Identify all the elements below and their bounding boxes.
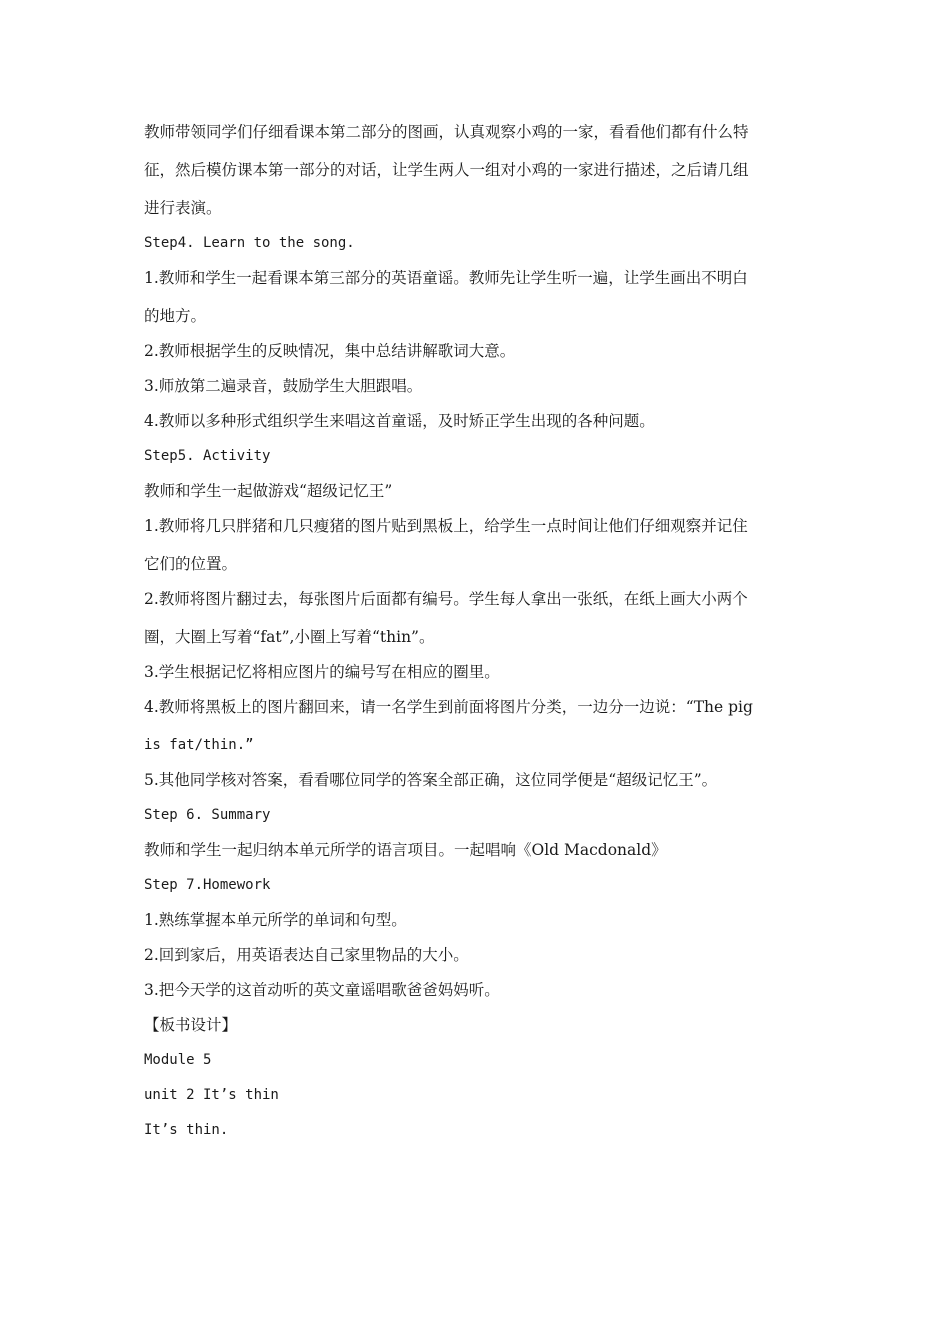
- text-line: 1.熟练掌握本单元所学的单词和句型。: [144, 911, 407, 929]
- board-line: unit 2 It’s thin: [144, 1087, 279, 1103]
- text-line: 1.教师和学生一起看课本第三部分的英语童谣。教师先让学生听一遍，让学生画出不明白: [144, 269, 748, 287]
- text-line: 教师和学生一起归纳本单元所学的语言项目。一起唱响《Old Macdonald》: [144, 841, 667, 859]
- text-line: 1.教师将几只胖猪和几只瘦猪的图片贴到黑板上，给学生一点时间让他们仔细观察并记住: [144, 517, 748, 535]
- text-line: 的地方。: [144, 307, 207, 325]
- step-heading: Step5. Activity: [144, 448, 271, 464]
- text-line: 2.教师将图片翻过去，每张图片后面都有编号。学生每人拿出一张纸，在纸上画大小两个: [144, 590, 748, 608]
- text-line: is fat/thin.”: [144, 737, 254, 753]
- text-line: 3.学生根据记忆将相应图片的编号写在相应的圈里。: [144, 663, 500, 681]
- step-heading: Step 7.Homework: [144, 877, 271, 893]
- text-line: 进行表演。: [144, 199, 222, 217]
- text-line: 2.回到家后，用英语表达自己家里物品的大小。: [144, 946, 469, 964]
- board-line: Module 5: [144, 1052, 212, 1068]
- text-line: 2.教师根据学生的反映情况，集中总结讲解歌词大意。: [144, 342, 516, 360]
- step-heading: Step 6. Summary: [144, 807, 271, 823]
- text-line: 教师带领同学们仔细看课本第二部分的图画，认真观察小鸡的一家，看看他们都有什么特: [144, 123, 749, 141]
- step-heading: Step4. Learn to the song.: [144, 235, 355, 251]
- board-line: It’s thin.: [144, 1122, 229, 1138]
- text-line: 4.教师将黑板上的图片翻回来，请一名学生到前面将图片分类，一边分一边说：“The pig: [144, 698, 753, 716]
- text-line: 4.教师以多种形式组织学生来唱这首童谣，及时矫正学生出现的各种问题。: [144, 412, 655, 430]
- text-line: 3.师放第二遍录音，鼓励学生大胆跟唱。: [144, 377, 423, 395]
- text-line: 5.其他同学核对答案，看看哪位同学的答案全部正确，这位同学便是“超级记忆王”。: [144, 771, 718, 789]
- section-heading: 【板书设计】: [144, 1016, 238, 1034]
- document-page: [144, 122, 808, 1140]
- text-line: 3.把今天学的这首动听的英文童谣唱歌爸爸妈妈听。: [144, 981, 500, 999]
- text-line: 征，然后模仿课本第一部分的对话，让学生两人一组对小鸡的一家进行描述，之后请几组: [144, 161, 749, 179]
- text-line: 圈，大圈上写着“fat”,小圈上写着“thin”。: [144, 628, 435, 646]
- text-line: 它们的位置。: [144, 555, 238, 573]
- text-line: 教师和学生一起做游戏“超级记忆王”: [144, 482, 393, 500]
